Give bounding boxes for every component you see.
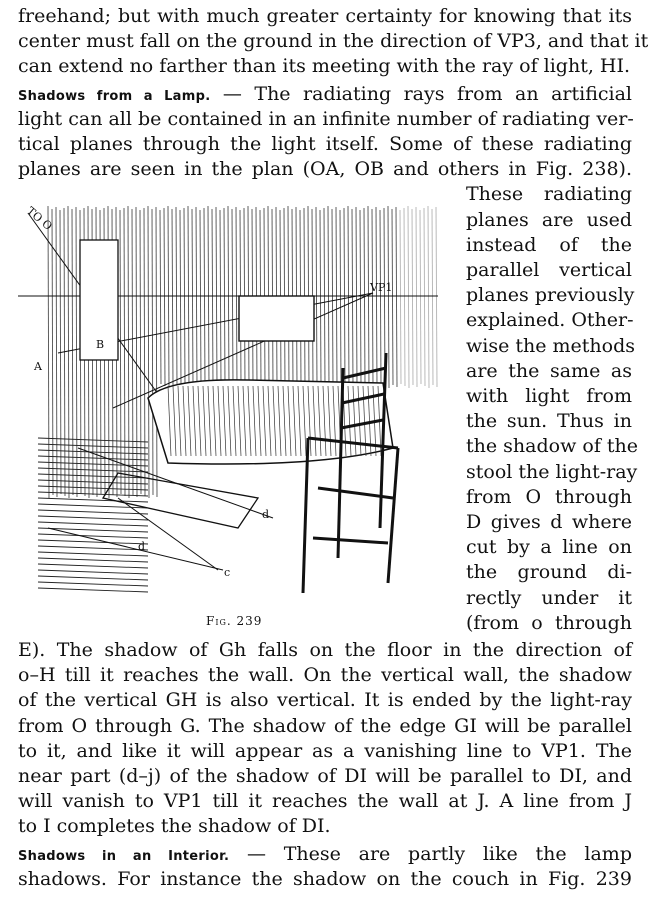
line-text: shadows. For instance the shadow on the couch in Fig. 239 <box>18 867 632 890</box>
line-text: o–H till it reaches the wall. On the vertical wall, the shadow <box>18 664 632 687</box>
label-a: A <box>34 360 42 373</box>
line-text: near part (d–j) of the shadow of DI will be parallel to DI, and <box>18 765 632 787</box>
text-line <box>18 662 632 688</box>
text-line <box>466 282 635 308</box>
text-line <box>466 232 632 258</box>
text-line <box>18 53 632 79</box>
label-c: c <box>224 566 231 579</box>
line-text: explained. Other- <box>466 309 634 332</box>
text-line <box>18 156 632 182</box>
line-text: of the vertical GH is also vertical. It is ended by the light-ray <box>18 689 632 712</box>
line-text: tical planes through the light itself. Some of these radiating <box>18 133 632 155</box>
line-text: — The radiating rays from an artificial <box>210 82 632 105</box>
line-text: light can all be contained in an infinite number of radiating ver- <box>18 107 634 130</box>
line-text: can extend no farther than its meeting with the ray of light, HI. <box>18 55 631 78</box>
section-heading: Shadows from a Lamp. <box>18 88 211 104</box>
text-line <box>466 534 632 560</box>
line-text: rectly under it <box>466 586 632 609</box>
line-text: instead of the <box>466 233 632 256</box>
figure-239-illustration <box>18 198 442 600</box>
text-line <box>18 813 632 839</box>
label-b: B <box>96 338 105 351</box>
line-text: the sun. Thus in <box>466 410 632 433</box>
text-line <box>466 207 632 233</box>
line-text: planes are seen in the plan (OA, OB and others in Fig. 238). <box>18 158 632 181</box>
line-text: (from o through <box>466 611 632 634</box>
figure-caption: Fig. 239 <box>206 614 263 628</box>
line-text: E). The shadow of Gh falls on the floor in the direction of <box>18 639 632 661</box>
text-line <box>18 713 632 739</box>
text-line <box>466 559 632 585</box>
line-text: from O through G. The shadow of the edge GI will be parallel <box>18 714 632 737</box>
label-d-lower: d <box>138 540 146 553</box>
text-line <box>18 866 632 892</box>
label-d-upper: d <box>262 508 270 521</box>
text-line <box>466 408 632 434</box>
text-line <box>18 763 632 789</box>
section-heading: Shadows in an Interior. <box>18 848 230 864</box>
text-line <box>466 358 632 384</box>
text-line <box>466 433 639 459</box>
line-text: parallel vertical <box>466 259 632 281</box>
label-vp1: VP1 <box>370 281 393 294</box>
text-line <box>18 738 632 764</box>
text-line <box>466 585 632 611</box>
line-text: cut by a line on <box>466 536 632 559</box>
line-text: to I completes the shadow of DI. <box>18 815 331 838</box>
text-line <box>466 181 632 207</box>
line-text: are the same as <box>466 359 632 382</box>
text-line <box>466 484 632 510</box>
text-line <box>466 610 632 636</box>
line-text: planes are used <box>466 208 632 231</box>
text-line <box>18 788 632 814</box>
line-text: freehand; but with much greater certainty for knowing that its <box>18 5 632 27</box>
line-text: the ground di- <box>466 561 632 584</box>
line-text: These radiating <box>466 183 632 206</box>
line-text: wise the methods <box>466 334 636 357</box>
text-line <box>18 131 632 157</box>
text-line <box>18 637 632 663</box>
line-text: — These are partly like the lamp <box>229 842 632 865</box>
line-text: will vanish to VP1 till it reaches the wall at J. A line from J <box>18 790 632 813</box>
line-text: center must fall on the ground in the direction of VP3, and that it <box>18 30 649 53</box>
text-line <box>466 383 632 409</box>
line-text: stool the light-ray <box>466 460 638 483</box>
text-line <box>18 106 632 132</box>
text-line <box>466 333 636 359</box>
line-text: with light from <box>466 385 632 407</box>
text-line <box>466 307 632 333</box>
line-text: from O through <box>466 485 632 508</box>
text-line <box>466 459 638 485</box>
text-line <box>466 509 632 535</box>
text-line <box>18 28 649 54</box>
line-text: to it, and like it will appear as a vanishing line to VP1. The <box>18 739 632 762</box>
text-line <box>18 687 632 713</box>
line-text: planes previously <box>466 284 635 307</box>
text-line <box>466 257 632 283</box>
label-to-o: TO O <box>24 204 55 233</box>
line-text: D gives d where <box>466 511 632 533</box>
line-text: the shadow of the <box>466 435 639 458</box>
text-line <box>18 3 632 29</box>
